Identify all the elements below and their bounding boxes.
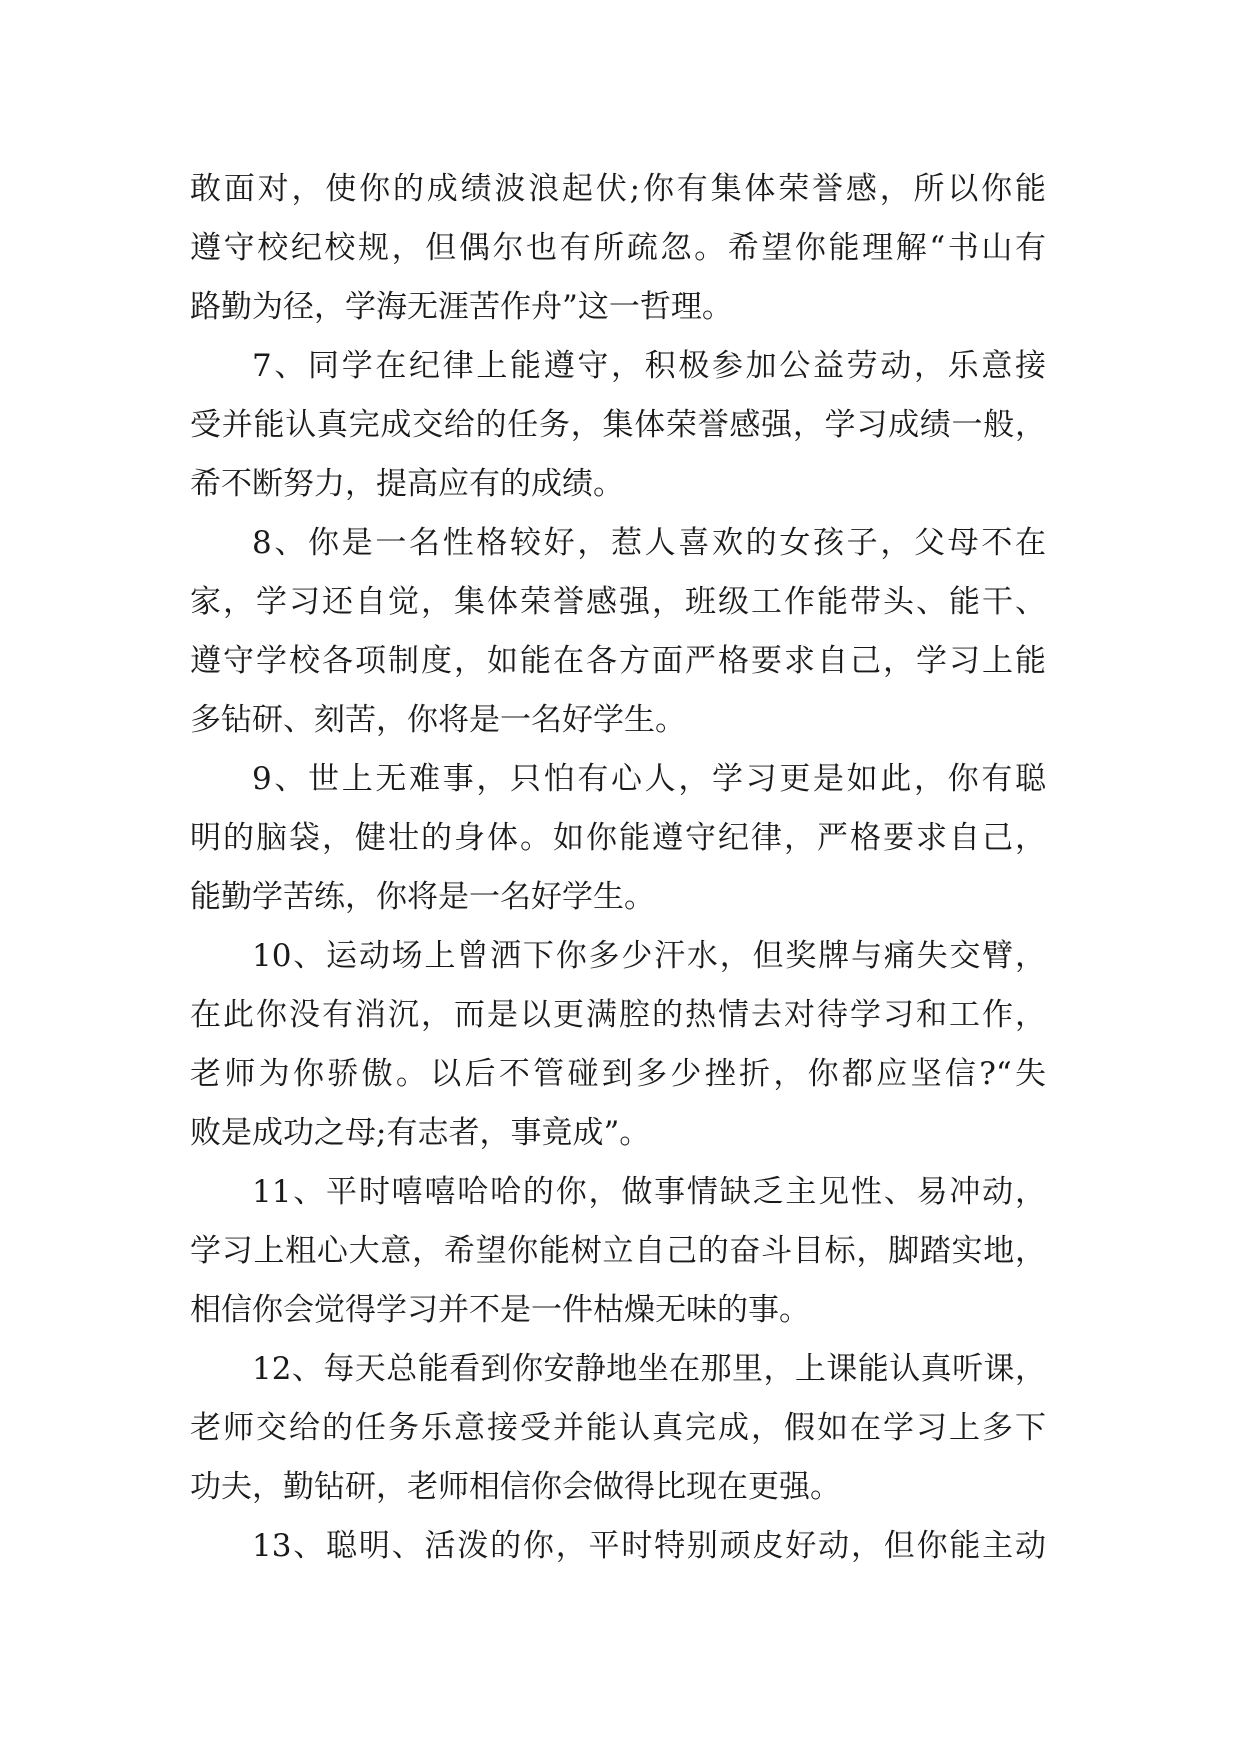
text-line: 功夫，勤钻研，老师相信你会做得比现在更强。	[190, 1469, 841, 1505]
paragraph-comment-10	[190, 927, 1046, 1163]
text-line: 9、世上无难事，只怕有心人，学习更是如此，你有聪	[252, 761, 1046, 797]
document-body	[190, 160, 1046, 1576]
text-line: 老师交给的任务乐意接受并能认真完成，假如在学习上多下	[190, 1410, 1046, 1446]
text-line: 7、同学在纪律上能遵守，积极参加公益劳动，乐意接	[252, 348, 1046, 384]
paragraph-comment-7	[190, 337, 1046, 514]
paragraph-comment-8	[190, 514, 1046, 750]
text-line: 遵守学校各项制度，如能在各方面严格要求自己，学习上能	[190, 643, 1046, 679]
text-line: 家，学习还自觉，集体荣誉感强，班级工作能带头、能干、	[190, 584, 1046, 620]
text-line: 敢面对，使你的成绩波浪起伏;你有集体荣誉感，所以你能	[190, 171, 1046, 207]
text-line: 遵守校纪校规，但偶尔也有所疏忽。希望你能理解“书山有	[190, 230, 1046, 266]
paragraph-comment-9	[190, 750, 1046, 927]
text-line: 相信你会觉得学习并不是一件枯燥无味的事。	[190, 1292, 810, 1328]
text-line: 老师为你骄傲。以后不管碰到多少挫折，你都应坚信?“失	[190, 1056, 1046, 1092]
text-line: 路勤为径，学海无涯苦作舟”这一哲理。	[190, 289, 733, 325]
text-line: 多钻研、刻苦，你将是一名好学生。	[190, 702, 686, 738]
text-line: 11、平时嘻嘻哈哈的你，做事情缺乏主见性、易冲动，	[252, 1174, 1046, 1210]
text-line: 10、运动场上曾洒下你多少汗水，但奖牌与痛失交臂，	[252, 938, 1046, 974]
text-line: 学习上粗心大意，希望你能树立自己的奋斗目标，脚踏实地，	[190, 1233, 1046, 1269]
text-line: 明的脑袋，健壮的身体。如你能遵守纪律，严格要求自己，	[190, 820, 1046, 856]
paragraph-comment-12	[190, 1340, 1046, 1517]
text-line: 希不断努力，提高应有的成绩。	[190, 466, 624, 502]
text-line: 败是成功之母;有志者，事竟成”。	[190, 1115, 651, 1151]
text-line: 能勤学苦练，你将是一名好学生。	[190, 879, 655, 915]
paragraph-comment-13	[190, 1517, 1046, 1576]
text-line: 在此你没有消沉，而是以更满腔的热情去对待学习和工作，	[190, 997, 1046, 1033]
text-line: 12、每天总能看到你安静地坐在那里，上课能认真听课，	[252, 1351, 1046, 1387]
text-line: 受并能认真完成交给的任务，集体荣誉感强，学习成绩一般，	[190, 407, 1046, 443]
paragraph-cont-6	[190, 160, 1046, 337]
text-line: 8、你是一名性格较好，惹人喜欢的女孩子，父母不在	[252, 525, 1046, 561]
paragraph-comment-11	[190, 1163, 1046, 1340]
text-line: 13、聪明、活泼的你，平时特别顽皮好动，但你能主动	[252, 1528, 1046, 1564]
